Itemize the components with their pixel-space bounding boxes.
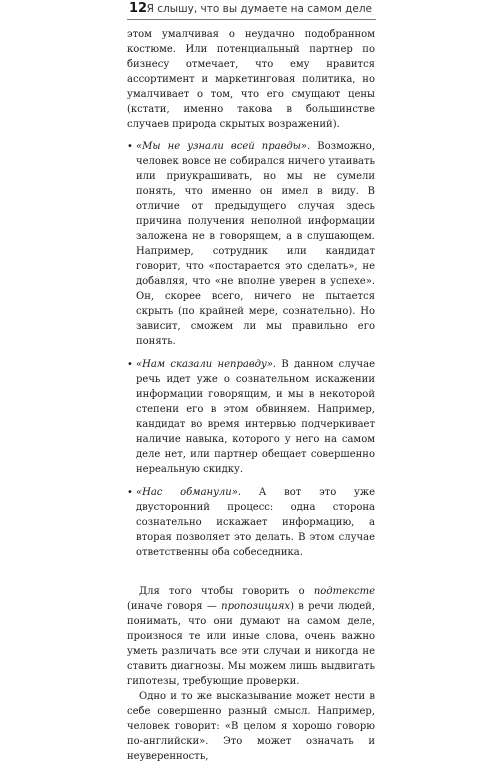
page-number: 12 bbox=[129, 1, 148, 16]
running-head: Я слышу, что вы думаете на самом деле bbox=[146, 3, 372, 15]
para1-middle: (иначе говоря — bbox=[127, 601, 222, 612]
bullet-term: «Нас обманули» bbox=[136, 487, 238, 498]
body-paragraph: Одно и то же высказывание может нести в себе совершенно разный смысл. Например, человек говорит: «В целом я хорошо говорю по-английски». Это может означать и неуверенность, bbox=[127, 691, 375, 762]
section-gap bbox=[127, 568, 375, 584]
term-propositions: пропозициях bbox=[221, 601, 291, 612]
bullet-text: . Возможно, человек вовсе не собирался ничего утаивать или приукрашивать, но мы не сумели понять, что именно он имел в виду. В отличие от предыдущего случая здесь причина получения неполной информации заложена не в говорящем, а в слушающем. Например, сотрудник или кандидат говорит, что «постарается это сделать», не добавляя, что «не вполне уверен в успехе». Он, скорее всего, ничего не пытается скрыть (по крайней мере, сознательно). Но зависит, сможем ли мы правильно его понять. bbox=[136, 141, 375, 347]
bullet-text: . В данном случае речь идет уже о сознательном искажении информации говорящим, и мы в некоторой степени его в этом обвиняем. Например, кандидат во время интервью подчеркивает наличие навыка, которого у него на самом деле нет, или партнер обещает совершенно нереальную скидку. bbox=[136, 359, 376, 475]
page-header bbox=[0, 0, 500, 28]
bullet-marker: • bbox=[127, 359, 133, 370]
page-body bbox=[127, 27, 375, 764]
bullet-list bbox=[127, 139, 375, 560]
bullet-item bbox=[127, 485, 375, 560]
header-rule bbox=[127, 19, 376, 20]
bullet-marker: • bbox=[127, 487, 133, 498]
bullet-item bbox=[127, 357, 375, 477]
body-paragraph bbox=[127, 584, 375, 689]
para1-after: ) в речи людей, понимать, что они думают на самом деле, произнося те или иные слова, очень важно уметь различать все эти случаи и никогда не ставить диагнозы. Мы можем лишь выдвигать гипотезы, требующие проверки. bbox=[127, 601, 375, 687]
para1-before: Для того чтобы говорить о bbox=[139, 586, 314, 597]
bullet-term: «Нам сказали неправду» bbox=[136, 359, 273, 370]
term-subtext: подтексте bbox=[313, 586, 375, 597]
intro-paragraph: этом умалчивая о неудачно подобранном костюме. Или потенциальный партнер по бизнесу отмечает, что ему нравится ассортимент и маркетинговая политика, но умалчивает о том, что его смущают цены (кстати, именно такова в большинстве случаев природа скрытых возражений). bbox=[127, 29, 375, 130]
bullet-marker: • bbox=[127, 141, 133, 152]
bullet-text: . А вот это уже двусторонний процесс: одна сторона сознательно искажает информацию, а вторая позволяет это делать. В этом случае ответственны оба собеседника. bbox=[136, 487, 375, 558]
bullet-term: «Мы не узнали всей правды» bbox=[136, 141, 308, 152]
bullet-item bbox=[127, 139, 375, 349]
